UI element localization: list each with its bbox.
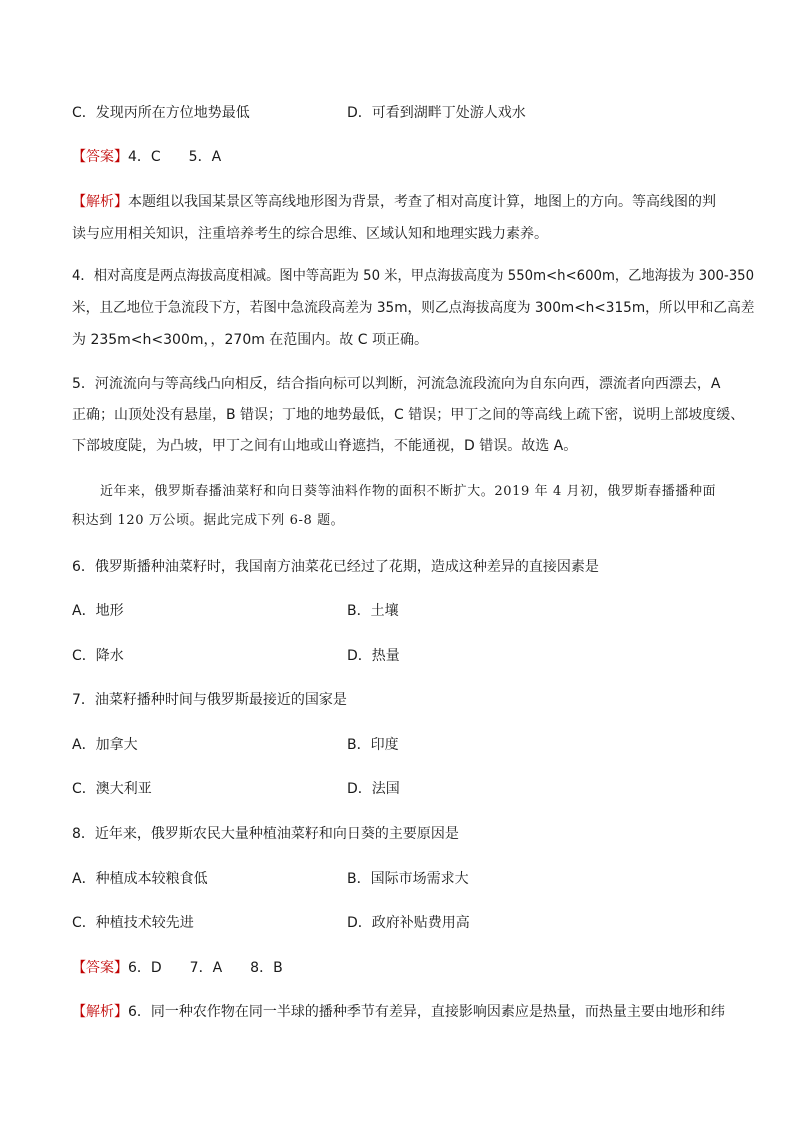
passage-line-2: 积达到 120 万公顷。据此完成下列 6-8 题。 — [72, 513, 345, 528]
q6-option-a: A．地形 — [72, 603, 124, 619]
analysis-text: 本题组以我国某景区等高线地形图为背景，考查了相对高度计算，地图上的方向。等高线图的判 — [128, 194, 716, 210]
explain-4-line-2: 米，且乙地位于急流段下方，若图中急流段高差为 35m，则乙点海拔高度为 300m<h<315m，所以甲和乙高差 — [72, 300, 755, 316]
explain-5-line-2: 正确；山顶处没有悬崖，B 错误；丁地的地势最低，C 错误；甲丁之间的等高线上疏下密，说明上部坡度缓、 — [72, 407, 745, 423]
q8-stem: 8．近年来，俄罗斯农民大量种植油菜籽和向日葵的主要原因是 — [72, 826, 459, 842]
q5-option-c: C．发现丙所在方位地势最低 — [72, 105, 250, 121]
q6-option-b: B．土壤 — [347, 603, 399, 619]
explain-5-line-1: 5．河流流向与等高线凸向相反，结合指向标可以判断，河流急流段流向为自东向西，漂流者向西漂去，A — [72, 376, 721, 392]
q6-option-c: C．降水 — [72, 648, 124, 664]
explain-4-line-3: 为 235m<h<300m，，270m 在范围内。故 C 项正确。 — [72, 332, 428, 348]
q6-stem: 6．俄罗斯播种油菜籽时，我国南方油菜花已经过了花期，造成这种差异的直接因素是 — [72, 559, 599, 575]
analysis-text: 6．同一种农作物在同一半球的播种季节有差异，直接影响因素应是热量，而热量主要由地形和纬 — [128, 1004, 725, 1020]
answer-tag: 【答案】 — [72, 960, 128, 976]
passage-line-1: 近年来，俄罗斯春播油菜籽和向日葵等油料作物的面积不断扩大。2019 年 4 月初，俄罗斯春播播种面 — [100, 484, 717, 499]
q8-option-d: D．政府补贴费用高 — [347, 915, 470, 931]
q7-option-d: D．法国 — [347, 781, 400, 797]
analysis-4-5-line-1 — [72, 192, 716, 212]
q5-option-d: D．可看到湖畔丁处游人戏水 — [347, 105, 526, 121]
q7-option-b: B．印度 — [347, 737, 399, 753]
analysis-tag: 【解析】 — [72, 1004, 128, 1020]
answer-6-8 — [72, 958, 283, 978]
analysis-4-5-line-2: 读与应用相关知识，注重培养考生的综合思维、区域认知和地理实践力素养。 — [72, 226, 548, 242]
q8-option-b: B．国际市场需求大 — [347, 871, 469, 887]
explain-5-line-3: 下部坡度陡，为凸坡，甲丁之间有山地或山脊遮挡，不能通视，D 错误。故选 A。 — [72, 438, 578, 454]
q7-stem: 7．油菜籽播种时间与俄罗斯最接近的国家是 — [72, 692, 347, 708]
analysis-6-8-line-1 — [72, 1002, 725, 1022]
answer-4-5 — [72, 147, 221, 167]
answer-text: 4．C 5．A — [128, 149, 222, 165]
q7-option-a: A．加拿大 — [72, 737, 138, 753]
q8-option-a: A．种植成本较粮食低 — [72, 871, 208, 887]
q8-option-c: C．种植技术较先进 — [72, 915, 194, 931]
answer-tag: 【答案】 — [72, 149, 128, 165]
explain-4-line-1: 4．相对高度是两点海拔高度相减。图中等高距为 50 米，甲点海拔高度为 550m<h<600m，乙地海拔为 300-350 — [72, 268, 755, 284]
analysis-tag: 【解析】 — [72, 194, 128, 210]
answer-text: 6．D 7．A 8．B — [128, 960, 283, 976]
q7-option-c: C．澳大利亚 — [72, 781, 152, 797]
q6-option-d: D．热量 — [347, 648, 400, 664]
